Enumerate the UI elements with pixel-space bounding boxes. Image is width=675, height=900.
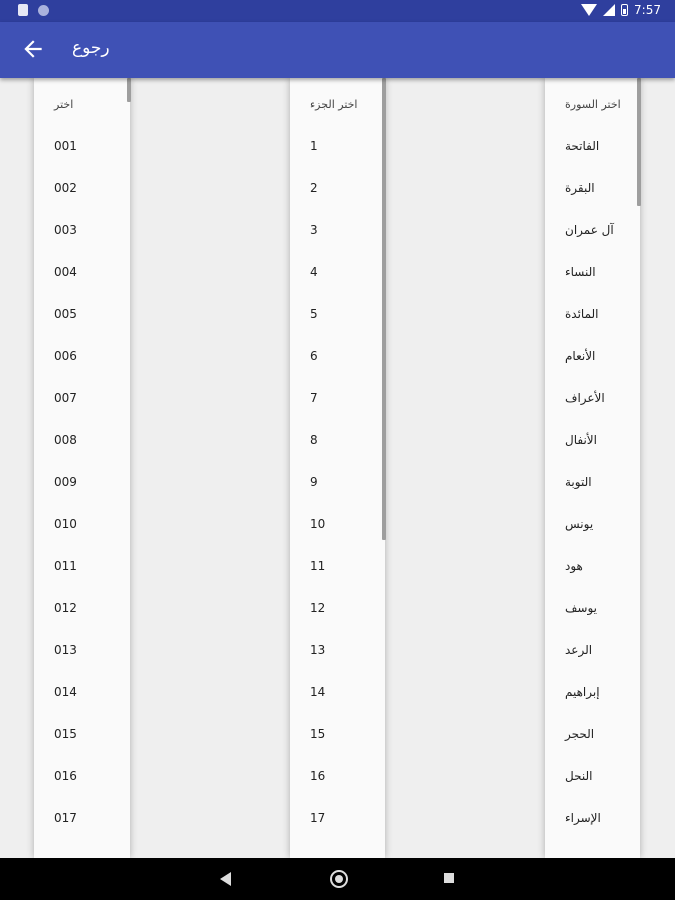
list-item[interactable]: 10 <box>310 517 326 531</box>
list-item[interactable]: 14 <box>310 685 326 699</box>
list-item[interactable]: 12 <box>310 601 326 615</box>
notification-dot-icon <box>38 5 49 16</box>
list-item[interactable]: النساء <box>565 265 596 279</box>
verse-list-header[interactable]: اختر <box>54 97 74 111</box>
verse-list-scrollbar[interactable] <box>127 78 131 102</box>
surah-list-header[interactable]: اختر السورة <box>565 97 621 111</box>
juz-list-header[interactable]: اختر الجزء <box>310 97 358 111</box>
list-item[interactable]: 013 <box>54 643 77 657</box>
list-item[interactable]: 003 <box>54 223 77 237</box>
list-item[interactable]: 5 <box>310 307 318 321</box>
list-item[interactable]: 11 <box>310 559 326 573</box>
list-item[interactable]: 8 <box>310 433 318 447</box>
list-item[interactable]: 15 <box>310 727 326 741</box>
list-item[interactable]: 012 <box>54 601 77 615</box>
list-item[interactable]: 9 <box>310 475 318 489</box>
nav-recents-icon[interactable] <box>444 873 454 883</box>
notification-icon <box>18 4 28 16</box>
list-item[interactable]: 004 <box>54 265 77 279</box>
nav-home-icon[interactable] <box>330 870 348 888</box>
list-item[interactable]: 13 <box>310 643 326 657</box>
status-bar <box>0 0 675 22</box>
list-item[interactable]: 001 <box>54 139 77 153</box>
selection-lists <box>0 78 675 858</box>
list-item[interactable]: الأنفال <box>565 433 597 447</box>
verse-list[interactable] <box>34 78 130 858</box>
list-item[interactable]: 011 <box>54 559 77 573</box>
list-item[interactable]: الأنعام <box>565 349 596 363</box>
list-item[interactable]: 009 <box>54 475 77 489</box>
list-item[interactable]: يوسف <box>565 601 598 615</box>
app-bar <box>0 22 675 78</box>
list-item[interactable]: 014 <box>54 685 77 699</box>
list-item[interactable]: 17 <box>310 811 326 825</box>
list-item[interactable]: يونس <box>565 517 594 531</box>
nav-back-icon[interactable] <box>220 872 231 886</box>
list-item[interactable]: 4 <box>310 265 318 279</box>
list-item[interactable]: التوبة <box>565 475 592 489</box>
back-arrow-icon[interactable] <box>20 36 46 62</box>
list-item[interactable]: الفاتحة <box>565 139 600 153</box>
list-item[interactable]: هود <box>565 559 583 573</box>
list-item[interactable]: 7 <box>310 391 318 405</box>
list-item[interactable]: 2 <box>310 181 318 195</box>
cell-signal-icon <box>603 4 615 16</box>
list-item[interactable]: آل عمران <box>565 223 614 237</box>
list-item[interactable]: 016 <box>54 769 77 783</box>
list-item[interactable]: 002 <box>54 181 77 195</box>
battery-icon <box>621 4 628 16</box>
list-item[interactable]: البقرة <box>565 181 595 195</box>
system-nav-bar <box>0 858 675 900</box>
list-item[interactable]: 008 <box>54 433 77 447</box>
wifi-icon <box>581 4 597 16</box>
list-item[interactable]: 005 <box>54 307 77 321</box>
juz-list-scrollbar[interactable] <box>382 78 386 540</box>
list-item[interactable]: 16 <box>310 769 326 783</box>
juz-list[interactable] <box>290 78 385 858</box>
page-title: رجوع <box>72 38 110 58</box>
list-item[interactable]: 010 <box>54 517 77 531</box>
list-item[interactable]: 015 <box>54 727 77 741</box>
surah-list[interactable] <box>545 78 640 858</box>
list-item[interactable]: الأعراف <box>565 391 605 405</box>
list-item[interactable]: المائدة <box>565 307 599 321</box>
status-time: 7:57 <box>634 3 661 17</box>
list-item[interactable]: 007 <box>54 391 77 405</box>
list-item[interactable]: 017 <box>54 811 77 825</box>
list-item[interactable]: الحجر <box>565 727 595 741</box>
list-item[interactable]: الرعد <box>565 643 593 657</box>
list-item[interactable]: الإسراء <box>565 811 601 825</box>
list-item[interactable]: إبراهيم <box>565 685 600 699</box>
list-item[interactable]: 006 <box>54 349 77 363</box>
surah-list-scrollbar[interactable] <box>637 78 641 206</box>
list-item[interactable]: النحل <box>565 769 593 783</box>
list-item[interactable]: 1 <box>310 139 318 153</box>
list-item[interactable]: 3 <box>310 223 318 237</box>
list-item[interactable]: 6 <box>310 349 318 363</box>
